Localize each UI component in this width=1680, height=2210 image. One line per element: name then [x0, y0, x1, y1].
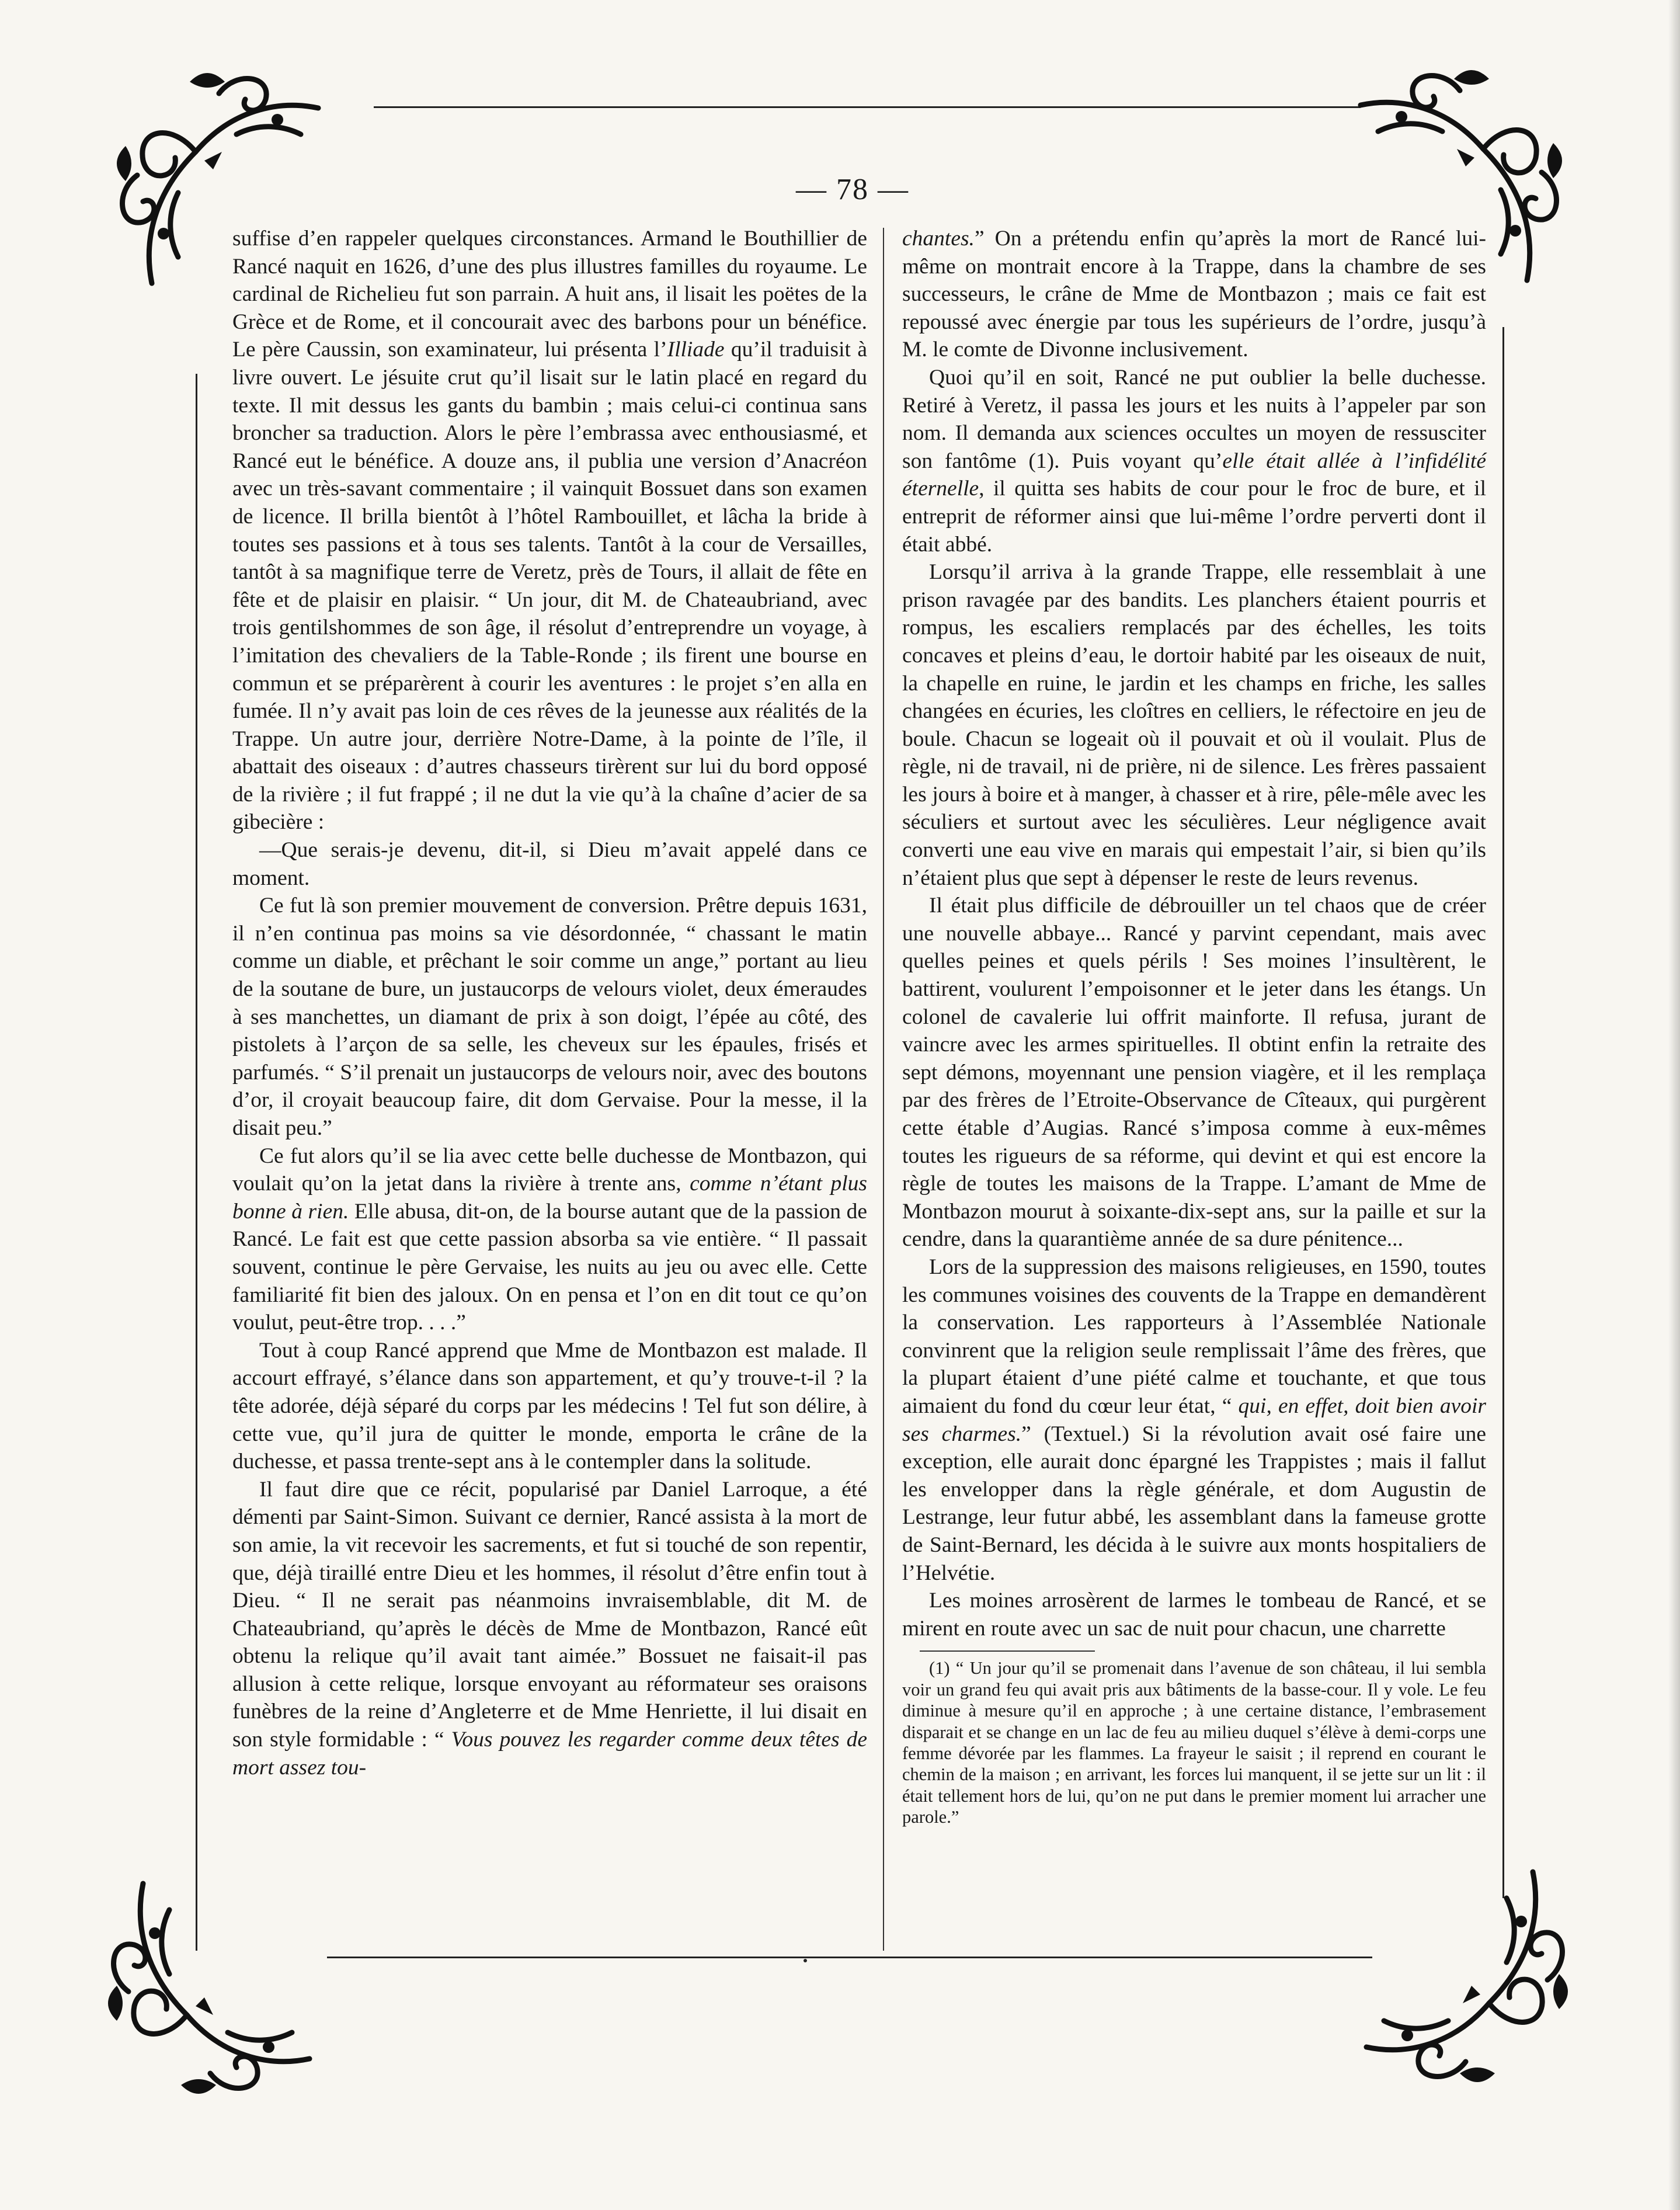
paragraph-text: , il quitta ses habits de cour pour le froc de bure, et il entreprit de réformer ainsi que lui-même l’ordre perverti dont il était abbé. [902, 477, 1486, 557]
paragraph-text: qu’il traduisit à livre ouvert. Le jésuite crut qu’il lisait sur le latin placé en regard du texte. Il mit dessus les gants du bambin ; mais celui-ci continua sans broncher sa traduction. Alors le père l’embrassa avec enthousiasmé, et Rancé eut le bénéfice. A douze ans, il publia une version d’Anacréon avec un très-savant commentaire ; il vainquit Bossuet dans son examen de licence. Il brilla bientôt à l’hôtel Rambouillet, et lâcha la bride à toutes ses passions et à tous ses talents. Tantôt à la cour de Versailles, tantôt à sa magnifique terre de Veretz, près de Tours, il allait de fête en fête et de plaisir en plaisir. “ Un jour, dit M. de Chateaubriand, avec trois gentilshommes de son âge, il résolut d’entreprendre un voyage, à l’imitation des chevaliers de la Table-Ronde ; ils firent une bourse en commun et se préparèrent à courir les aventures : le projet s’en alla en fumée. Il n’y avait pas loin de ces rêves de la jeunesse aux réalités de la Trappe. Un autre jour, derrière Notre-Dame, à la pointe de l’île, il abattait des oiseaux : d’autres chasseurs tirèrent sur lui du bord opposé de la rivière ; il fut frappé ; il ne dut la vie qu’à la chaîne d’acier de sa gibecière : [232, 338, 867, 835]
italic-text: comme n’étant plus bonne à rien. [232, 1172, 867, 1224]
paragraph: Tout à coup Rancé apprend que Mme de Montbazon est malade. Il accourt effrayé, s’élance dans son appartement, et qu’y trouve-t-il ? la tête adorée, déjà séparé du corps par les médecins ! Tel fut son délire, à cette vue, qu’il jura de quitter le monde, emporta le crâne de la duchesse, et passa trente-sept ans à le contempler dans la solitude. [232, 1338, 867, 1474]
paragraph-text: Quoi qu’il en soit, Rancé ne put oublier la belle duchesse. Retiré à Veretz, il passa les jours et les nuits à l’appeler par son nom. Il demanda aux sciences occultes un moyen de ressusciter son fantôme (1). Puis voyant qu’ [902, 365, 1486, 473]
italic-text: chantes. [902, 227, 975, 251]
paragraph [902, 225, 1486, 364]
paragraph-text: suffise d’en rappeler quelques circonstances. Armand le Bouthillier de Rancé naquit en 1626, d’une des plus illustres familles du royaume. Le cardinal de Richelieu fut son parrain. A huit ans, il lisait les poëtes de la Grèce et de Rome, et il concourait avec des barbons pour un bénéfice. Le père Caussin, son examinateur, lui présenta l’ [232, 227, 867, 362]
decorative-dot [804, 1959, 807, 1962]
paragraph-text: Il faut dire que ce récit, popularisé par Daniel Larroque, a été démenti par Saint-Simon. Suivant ce dernier, Rancé assista à la mort de son amie, la vit recevoir les sacrements, et fut si touché de son repentir, que, déjà tiraillé entre Dieu et les hommes, il résolut d’être enfin tout à Dieu. “ Il ne serait pas néanmoins invraisemblable, dit M. de Chateaubriand, qu’après le décès de Mme de Montbazon, Rancé eût obtenu la relique qu’il avait tant aimée.” Bossuet ne faisait-il pas allusion à cette relique, lorsque envoyant au réformateur ses oraisons funèbres de la reine d’Angleterre et de Mme Henriette, il lui disait en son style formidable : “ [232, 1477, 867, 1752]
footnote: (1) “ Un jour qu’il se promenait dans l’avenue de son château, il lui sembla voir un grand feu qui avait pris aux bâtiments de la basse-cour. Il y vole. Le feu diminue à mesure qu’il en approche ; à une certaine distance, l’embrasement disparait et se change en un lac de feu au milieu duquel s’élève à demi-corps une femme dévorée par les flammes. La frayeur le saisit ; il reprend en courant le chemin de la maison ; en arrivant, les forces lui manquent, il se jette sur un lit : il était tellement hors de lui, qu’on ne put dans le premier moment lui arracher une parole.” [902, 1658, 1486, 1827]
paragraph-text: Lors de la suppression des maisons religieuses, en 1590, toutes les communes voisines des couvents de la Trappe en demandèrent la conservation. Les rapporteurs à l’Assemblée Nationale convinrent que la religion seule remplissait l’âme des frères, que la plupart étaient d’une piété calme et touchante, et que tous aimaient du fond du cœur leur état, “ [902, 1255, 1486, 1418]
paragraph: Lorsqu’il arriva à la grande Trappe, elle ressemblait à une prison ravagée par des bandits. Les planchers étaient pourris et rompus, les escaliers remplacés par des échelles, les toits concaves et pleins d’eau, le dortoir habité par les oiseaux de nuit, la chapelle en ruine, le jardin et les champs en friche, les salles changées en écuries, les cloîtres en celliers, le réfectoire en jeu de boule. Chacun se logeait où il pouvait et où il voulait. Plus de règle, ni de travail, ni de prière, ni de silence. Les frères passaient les jours à boire et à manger, à chasser et à rire, pêle-mêle avec les séculiers et surtout avec les séculières. Leur négligence avait converti une eau vive en marais qui empestait l’air, si bien qu’ils n’étaient plus que sept à dépenser le reste de leurs revenus. [902, 560, 1486, 890]
page-edge-shadow [1668, 0, 1680, 2210]
paragraph-text: Elle abusa, dit-on, de la bourse autant que de la passion de Rancé. Le fait est que cette passion absorba sa vie entière. “ Il passait souvent, continue le père Gervaise, les nuits au jeu ou avec elle. Cette familiarité fit bien des jaloux. On en pensa et l’on en dit tout ce qu’on voulut, peut-être trop. . . .” [232, 1199, 867, 1335]
corner-ornament-icon [93, 1881, 315, 2108]
right-column [902, 225, 1486, 1828]
frame-left-rule [196, 374, 197, 1951]
paragraph [232, 1476, 867, 1782]
left-column [232, 225, 867, 1781]
italic-text: Vous pouvez les regarder comme deux têtes de mort assez tou- [232, 1728, 867, 1780]
column-divider [883, 228, 884, 1951]
frame-bottom-rule [327, 1957, 1372, 1958]
paragraph: —Que serais-je devenu, dit-il, si Dieu m’avait appelé dans ce moment. [232, 838, 867, 890]
paragraph [232, 1142, 867, 1337]
italic-text: Illiade [667, 338, 725, 362]
paragraph-text: ” (Textuel.) Si la révolution avait osé faire une exception, elle aurait donc épargné les Trappistes ; mais il fallut les envelopper dans la règle générale, et dom Augustin de Lestrange, leur futur abbé, les assemblant dans la fameuse grotte de Saint-Bernard, les décida à le suivre aux monts hospitaliers de l’Helvétie. [902, 1422, 1487, 1585]
corner-ornament-icon [1361, 1869, 1582, 2097]
paragraph [902, 364, 1486, 558]
paragraph-text: Ce fut alors qu’il se lia avec cette belle duchesse de Montbazon, qui voulait qu’on la jetat dans la rivière à trente ans, [232, 1144, 867, 1196]
paragraph: Il était plus difficile de débrouiller un tel chaos que de créer une nouvelle abbaye... Rancé y parvint cependant, mais avec quelles peines et quels périls ! Ses moines l’insultèrent, le battirent, voulurent l’empoisonner et le jeter dans les étangs. Un colonel de cavalerie lui offrit mainforte. Il refusa, jurant de vaincre avec les armes spirituelles. Il obtint enfin la retraite des sept démons, moyennant une pension viagère, et il les remplaça par des frères de l’Etroite-Observance de Cîteaux, qui purgèrent cette étable d’Augias. Rancé s’imposa comme à eux-mêmes toutes les rigueurs de sa réforme, qui devint et qui est encore la règle de toutes les maisons de la Trappe. L’amant de Mme de Montbazon mourut à soixante-dix-sept ans, sur la paille et sur la cendre, dans la quarantième année de sa dure pénitence... [902, 894, 1486, 1252]
footnote-rule [920, 1650, 1095, 1652]
paragraph-text: ” On a prétendu enfin qu’après la mort de Rancé lui-même on montrait encore à la Trappe, dans la chambre de ses successeurs, le crâne de Mme de Montbazon ; mais ce fait est repoussé avec énergie par tous les supérieurs de l’ordre, jusqu’à M. le comte de Divonne inclusivement. [902, 227, 1486, 362]
frame-right-rule [1502, 327, 1504, 1898]
frame-top-rule [374, 106, 1361, 108]
paragraph: Les moines arrosèrent de larmes le tombeau de Rancé, et se mirent en route avec un sac de nuit pour chacun, une charrette [902, 1589, 1486, 1641]
page-number: — 78 — [796, 173, 909, 206]
italic-text: elle était allée à l’infidélité éternelle [902, 449, 1486, 501]
italic-text: qui, en effet, doit bien avoir ses charmes. [902, 1394, 1486, 1446]
paragraph: Ce fut là son premier mouvement de conversion. Prêtre depuis 1631, il n’en continua pas moins sa vie désordonnée, “ chassant le matin comme un diable, et prêchant le soir comme un ange,” portant au lieu de la soutane de bure, un justaucorps de velours violet, deux émeraudes à ses manchettes, un diamant de prix à son doigt, l’épée au côté, des pistolets à l’arçon de sa selle, les cheveux sur les épaules, frisés et parfumés. “ S’il prenait un justaucorps de velours noir, avec des boutons d’or, il croyait beaucoup faire, dit dom Gervaise. Pour la messe, il la disait peu.” [232, 894, 867, 1140]
paragraph [902, 1253, 1486, 1587]
paragraph [232, 225, 867, 836]
